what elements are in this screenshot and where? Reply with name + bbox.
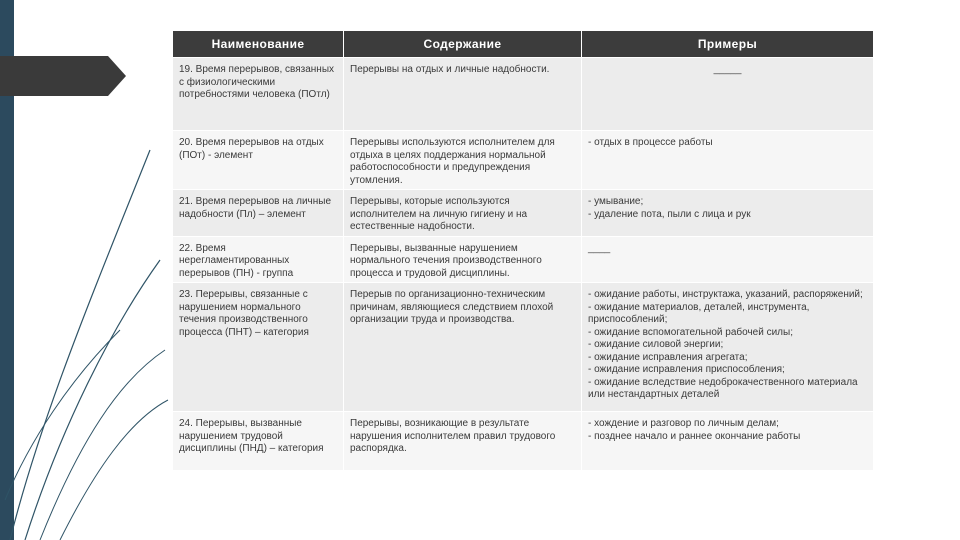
row-examples: ____: [582, 237, 873, 283]
row-content: Перерывы, вызванные нарушением нормального течения производственного процесса и трудовой дисциплины.: [344, 237, 581, 283]
row-examples: - умывание; - удаление пота, пыли с лица и рук: [582, 190, 873, 236]
row-examples: - отдых в процессе работы: [582, 131, 873, 189]
header-content: Содержание: [344, 31, 581, 57]
row-name: 22. Время нерегламентированных перерывов (ПН) - группа: [173, 237, 343, 283]
table-header-row: [173, 31, 873, 57]
row-name: 20. Время перерывов на отдых (ПОт) - элемент: [173, 131, 343, 189]
breaks-table: [172, 30, 874, 471]
row-name: 19. Время перерывов, связанных с физиологическими потребностями человека (ПОтл): [173, 58, 343, 130]
table-row: [173, 58, 873, 130]
row-name: 23. Перерывы, связанные с нарушением нормального течения производственного процесса (ПНТ) – категория: [173, 283, 343, 411]
row-examples: - хождение и разговор по личным делам; - позднее начало и раннее окончание работы: [582, 412, 873, 470]
table-row: [173, 412, 873, 470]
row-name: 24. Перерывы, вызванные нарушением трудовой дисциплины (ПНД) – категория: [173, 412, 343, 470]
table-row: [173, 237, 873, 283]
row-name: 21. Время перерывов на личные надобности (Пл) – элемент: [173, 190, 343, 236]
table-row: [173, 283, 873, 411]
header-name: Наименование: [173, 31, 343, 57]
table-row: [173, 190, 873, 236]
row-content: Перерывы, возникающие в результате нарушения исполнителем правил трудового распорядка.: [344, 412, 581, 470]
decorative-lines: [0, 0, 200, 540]
row-content: Перерывы на отдых и личные надобности.: [344, 58, 581, 130]
row-content: Перерыв по организационно-техническим причинам, являющиеся следствием плохой организации труда и производства.: [344, 283, 581, 411]
row-examples: - ожидание работы, инструктажа, указаний, распоряжений; - ожидание материалов, деталей, инструмента, приспособлений; - ожидание вспомогательной рабочей силы; - ожидание силовой энергии; - ожидание исправления агрегата; - ожидание исправления приспособления; - ожидание вследствие недоброкачественного материала или нестандартных деталей: [582, 283, 873, 411]
arrow-shape: [0, 56, 126, 96]
row-content: Перерывы, которые используются исполнителем на личную гигиену и на естественные надобности.: [344, 190, 581, 236]
table-row: [173, 131, 873, 189]
header-examples: Примеры: [582, 31, 873, 57]
row-examples: _____: [582, 58, 873, 130]
row-content: Перерывы используются исполнителем для отдыха в целях поддержания нормальной работоспособности и предупреждения утомления.: [344, 131, 581, 189]
